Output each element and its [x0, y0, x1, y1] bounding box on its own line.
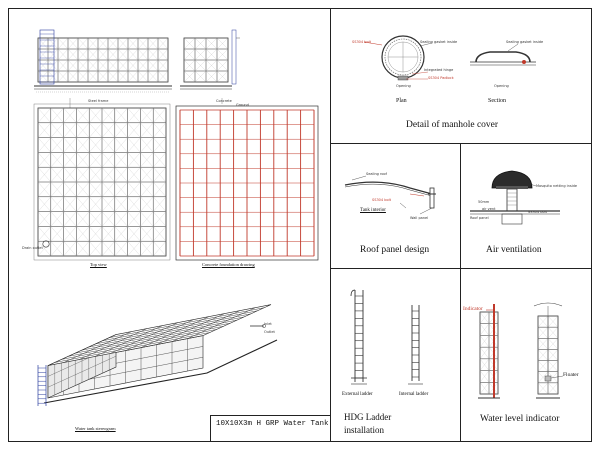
manhole-opening-plan: Opening: [396, 84, 411, 88]
roof-title: Roof panel design: [360, 245, 430, 255]
manhole-hinge-callout: Integrated hinge: [424, 68, 454, 72]
roof-interior-label: Tank interior: [360, 208, 386, 213]
ladder-internal-label: Internal ladder: [399, 392, 429, 397]
manhole-section-label: Section: [488, 98, 506, 104]
note-steel-frame: Steel frame: [88, 99, 109, 103]
level-floater-label: Floater: [563, 372, 579, 378]
vent-size-label: 50mm: [478, 200, 490, 204]
plan-view: [34, 98, 170, 260]
roof-bolt-label: SS304 bolt: [372, 198, 391, 202]
ladder-external-label: External ladder: [342, 392, 373, 397]
manhole-gasket-callout: Sealing gasket inside: [420, 40, 458, 44]
manhole-opening-section: Opening: [494, 84, 509, 88]
note-concrete: Concrete: [216, 99, 232, 103]
manhole-title: Detail of manhole cover: [406, 120, 499, 130]
note-outlet: Outlet: [264, 330, 275, 334]
title-block-text: 10X10X3m H GRP Water Tank: [216, 420, 329, 428]
manhole-padlock-callout: SS304 Padlock: [428, 76, 454, 80]
manhole-section-gasket: Sealing gasket inside: [506, 40, 544, 44]
note-drain: Drain outlet: [22, 246, 43, 250]
level-drawings: [478, 303, 563, 398]
roof-sealing-label: Sealing roof: [366, 172, 387, 176]
note-ground: Ground: [236, 103, 249, 107]
vent-roof-label: Roof panel: [470, 216, 489, 220]
vent-title: Air ventilation: [486, 245, 542, 255]
level-indicator-label: Indicator: [463, 306, 483, 312]
level-title: Water level indicator: [480, 414, 560, 424]
iso-caption: Water tank stereogram: [75, 426, 116, 431]
vent-mosquito-label: Mosquito netting inside: [536, 184, 578, 188]
isometric-view: [38, 305, 277, 406]
manhole-plan-label: Plan: [396, 98, 407, 104]
elevation-long: [34, 30, 172, 92]
plan-caption: Top view: [90, 262, 107, 267]
ladder-title-1: HDG Ladder: [344, 412, 392, 422]
ladder-drawings: [351, 290, 423, 384]
foundation-view: [176, 98, 318, 260]
foundation-caption: Concrete foundation drawing: [202, 262, 255, 267]
note-inlet: Inlet: [264, 322, 272, 326]
ladder-title-2: installation: [344, 425, 384, 435]
manhole-section: [470, 44, 536, 65]
roof-wall-label: Wall panel: [410, 216, 429, 220]
manhole-bolt-callout: SS304 bolt: [352, 40, 371, 44]
vent-bolt-label: SS304 bolt: [528, 210, 547, 214]
elevation-short: [180, 30, 240, 89]
roof-panel-drawing: [345, 176, 436, 214]
vent-airvent-label: air vent: [482, 207, 496, 211]
